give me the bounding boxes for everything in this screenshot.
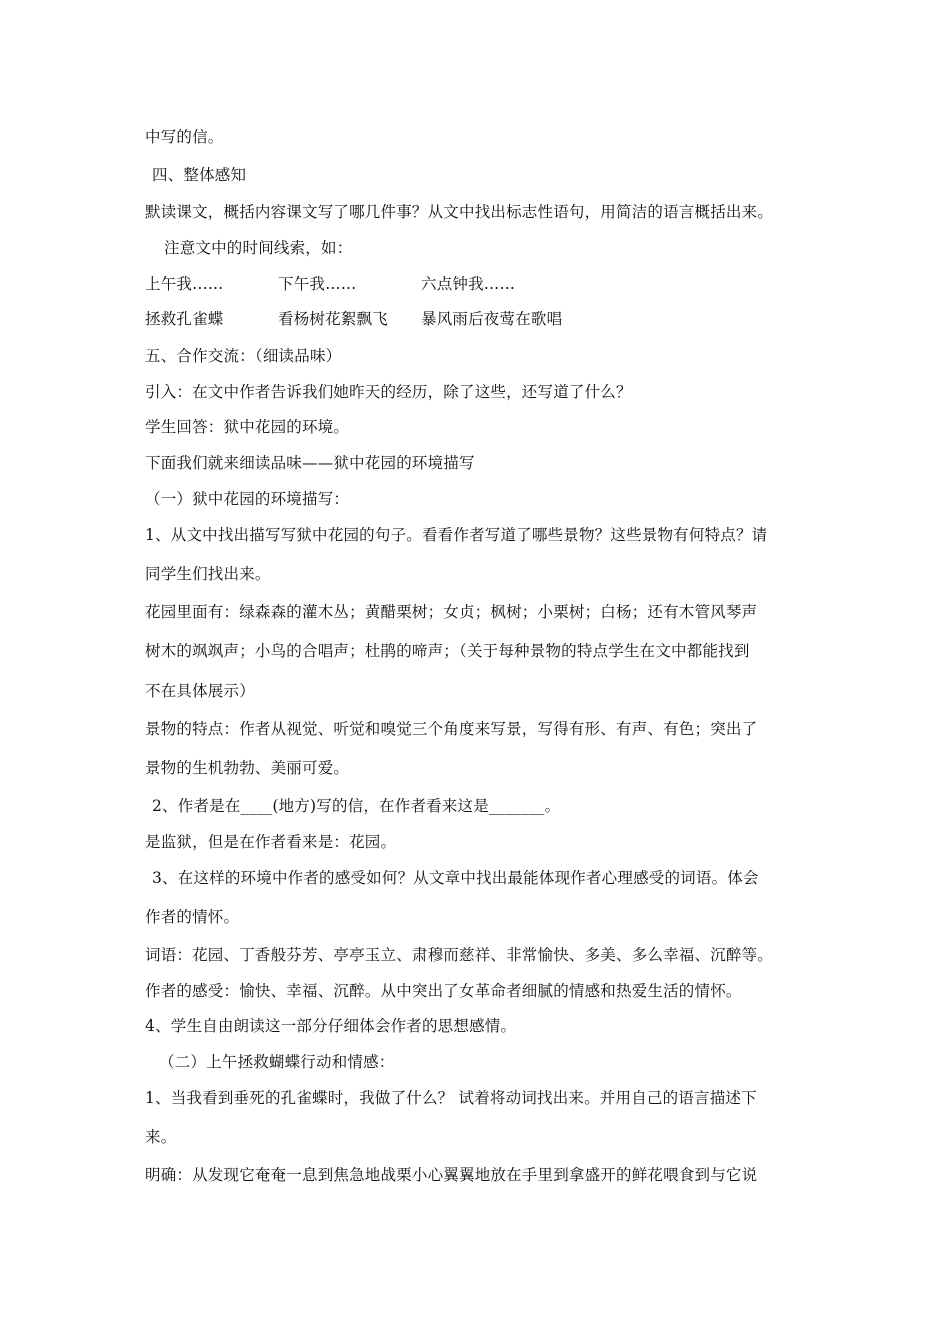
timeline-time: 六点钟我……	[421, 275, 516, 293]
text-line: 注意文中的时间线索，如：	[164, 239, 353, 257]
text-line: 默读课文，概括内容课文写了哪几件事？从文中找出标志性语句，用简洁的语言概括出来。	[145, 203, 774, 221]
timeline-time: 上午我……	[145, 275, 224, 293]
text-line: 中写的信。	[145, 128, 224, 146]
timeline-event: 暴风雨后夜莺在歌唱	[421, 310, 563, 328]
timeline-event: 拯救孔雀蝶	[145, 310, 224, 328]
text-line: 同学生们找出来。	[145, 565, 271, 583]
text-line: 花园里面有：绿森森的灌木丛；黄醋栗树；女贞；枫树；小栗树；白杨；还有木管风琴声	[145, 603, 758, 621]
timeline-event: 看杨树花絮飘飞	[278, 310, 388, 328]
text-line: 景物的生机勃勃、美丽可爱。	[145, 759, 350, 777]
text-line: 词语：花园、丁香般芬芳、亭亭玉立、肃穆而慈祥、非常愉快、多美、多么幸福、沉醉等。	[145, 946, 774, 964]
text-line: 是监狱，但是在作者看来是：花园。	[145, 833, 397, 851]
text-line: 树木的飒飒声；小鸟的合唱声；杜鹃的啼声；（关于每种景物的特点学生在文中都能找到	[145, 642, 750, 660]
text-line: 作者的感受：愉快、幸福、沉醉。从中突出了女革命者细腻的情感和热爱生活的情怀。	[145, 982, 742, 1000]
text-line: 不在具体展示）	[145, 682, 255, 700]
text-line: 来。	[145, 1128, 177, 1146]
section-heading: 五、合作交流：（细读品味）	[145, 347, 342, 365]
text-line: 1、从文中找出描写写狱中花园的句子。看看作者写道了哪些景物？这些景物有何特点？请	[145, 526, 768, 544]
text-line: 2、作者是在____(地方)写的信，在作者看来这是_______。	[152, 797, 561, 815]
text-line: 引入：在文中作者告诉我们她昨天的经历，除了这些，还写道了什么？	[145, 383, 632, 401]
text-line: 3、在这样的环境中作者的感受如何？从文章中找出最能体现作者心理感受的词语。体会	[152, 869, 759, 887]
text-line: 下面我们就来细读品味——狱中花园的环境描写	[145, 454, 475, 472]
text-line: 1、当我看到垂死的孔雀蝶时，我做了什么？ 试着将动词找出来。并用自己的语言描述下	[145, 1089, 757, 1107]
text-line: 作者的情怀。	[145, 908, 240, 926]
timeline-time: 下午我……	[278, 275, 357, 293]
text-line: 景物的特点：作者从视觉、听觉和嗅觉三个角度来写景，写得有形、有声、有色；突出了	[145, 720, 758, 738]
text-line: 学生回答：狱中花园的环境。	[145, 418, 350, 436]
subsection-heading: （二）上午拯救蝴蝶行动和情感：	[159, 1053, 395, 1071]
subsection-heading: （一）狱中花园的环境描写：	[145, 490, 350, 508]
section-heading: 四、整体感知	[152, 166, 247, 184]
text-line: 4、学生自由朗读这一部分仔细体会作者的思想感情。	[145, 1017, 517, 1035]
text-line: 明确：从发现它奄奄一息到焦急地战栗小心翼翼地放在手里到拿盛开的鲜花喂食到与它说	[145, 1166, 758, 1184]
